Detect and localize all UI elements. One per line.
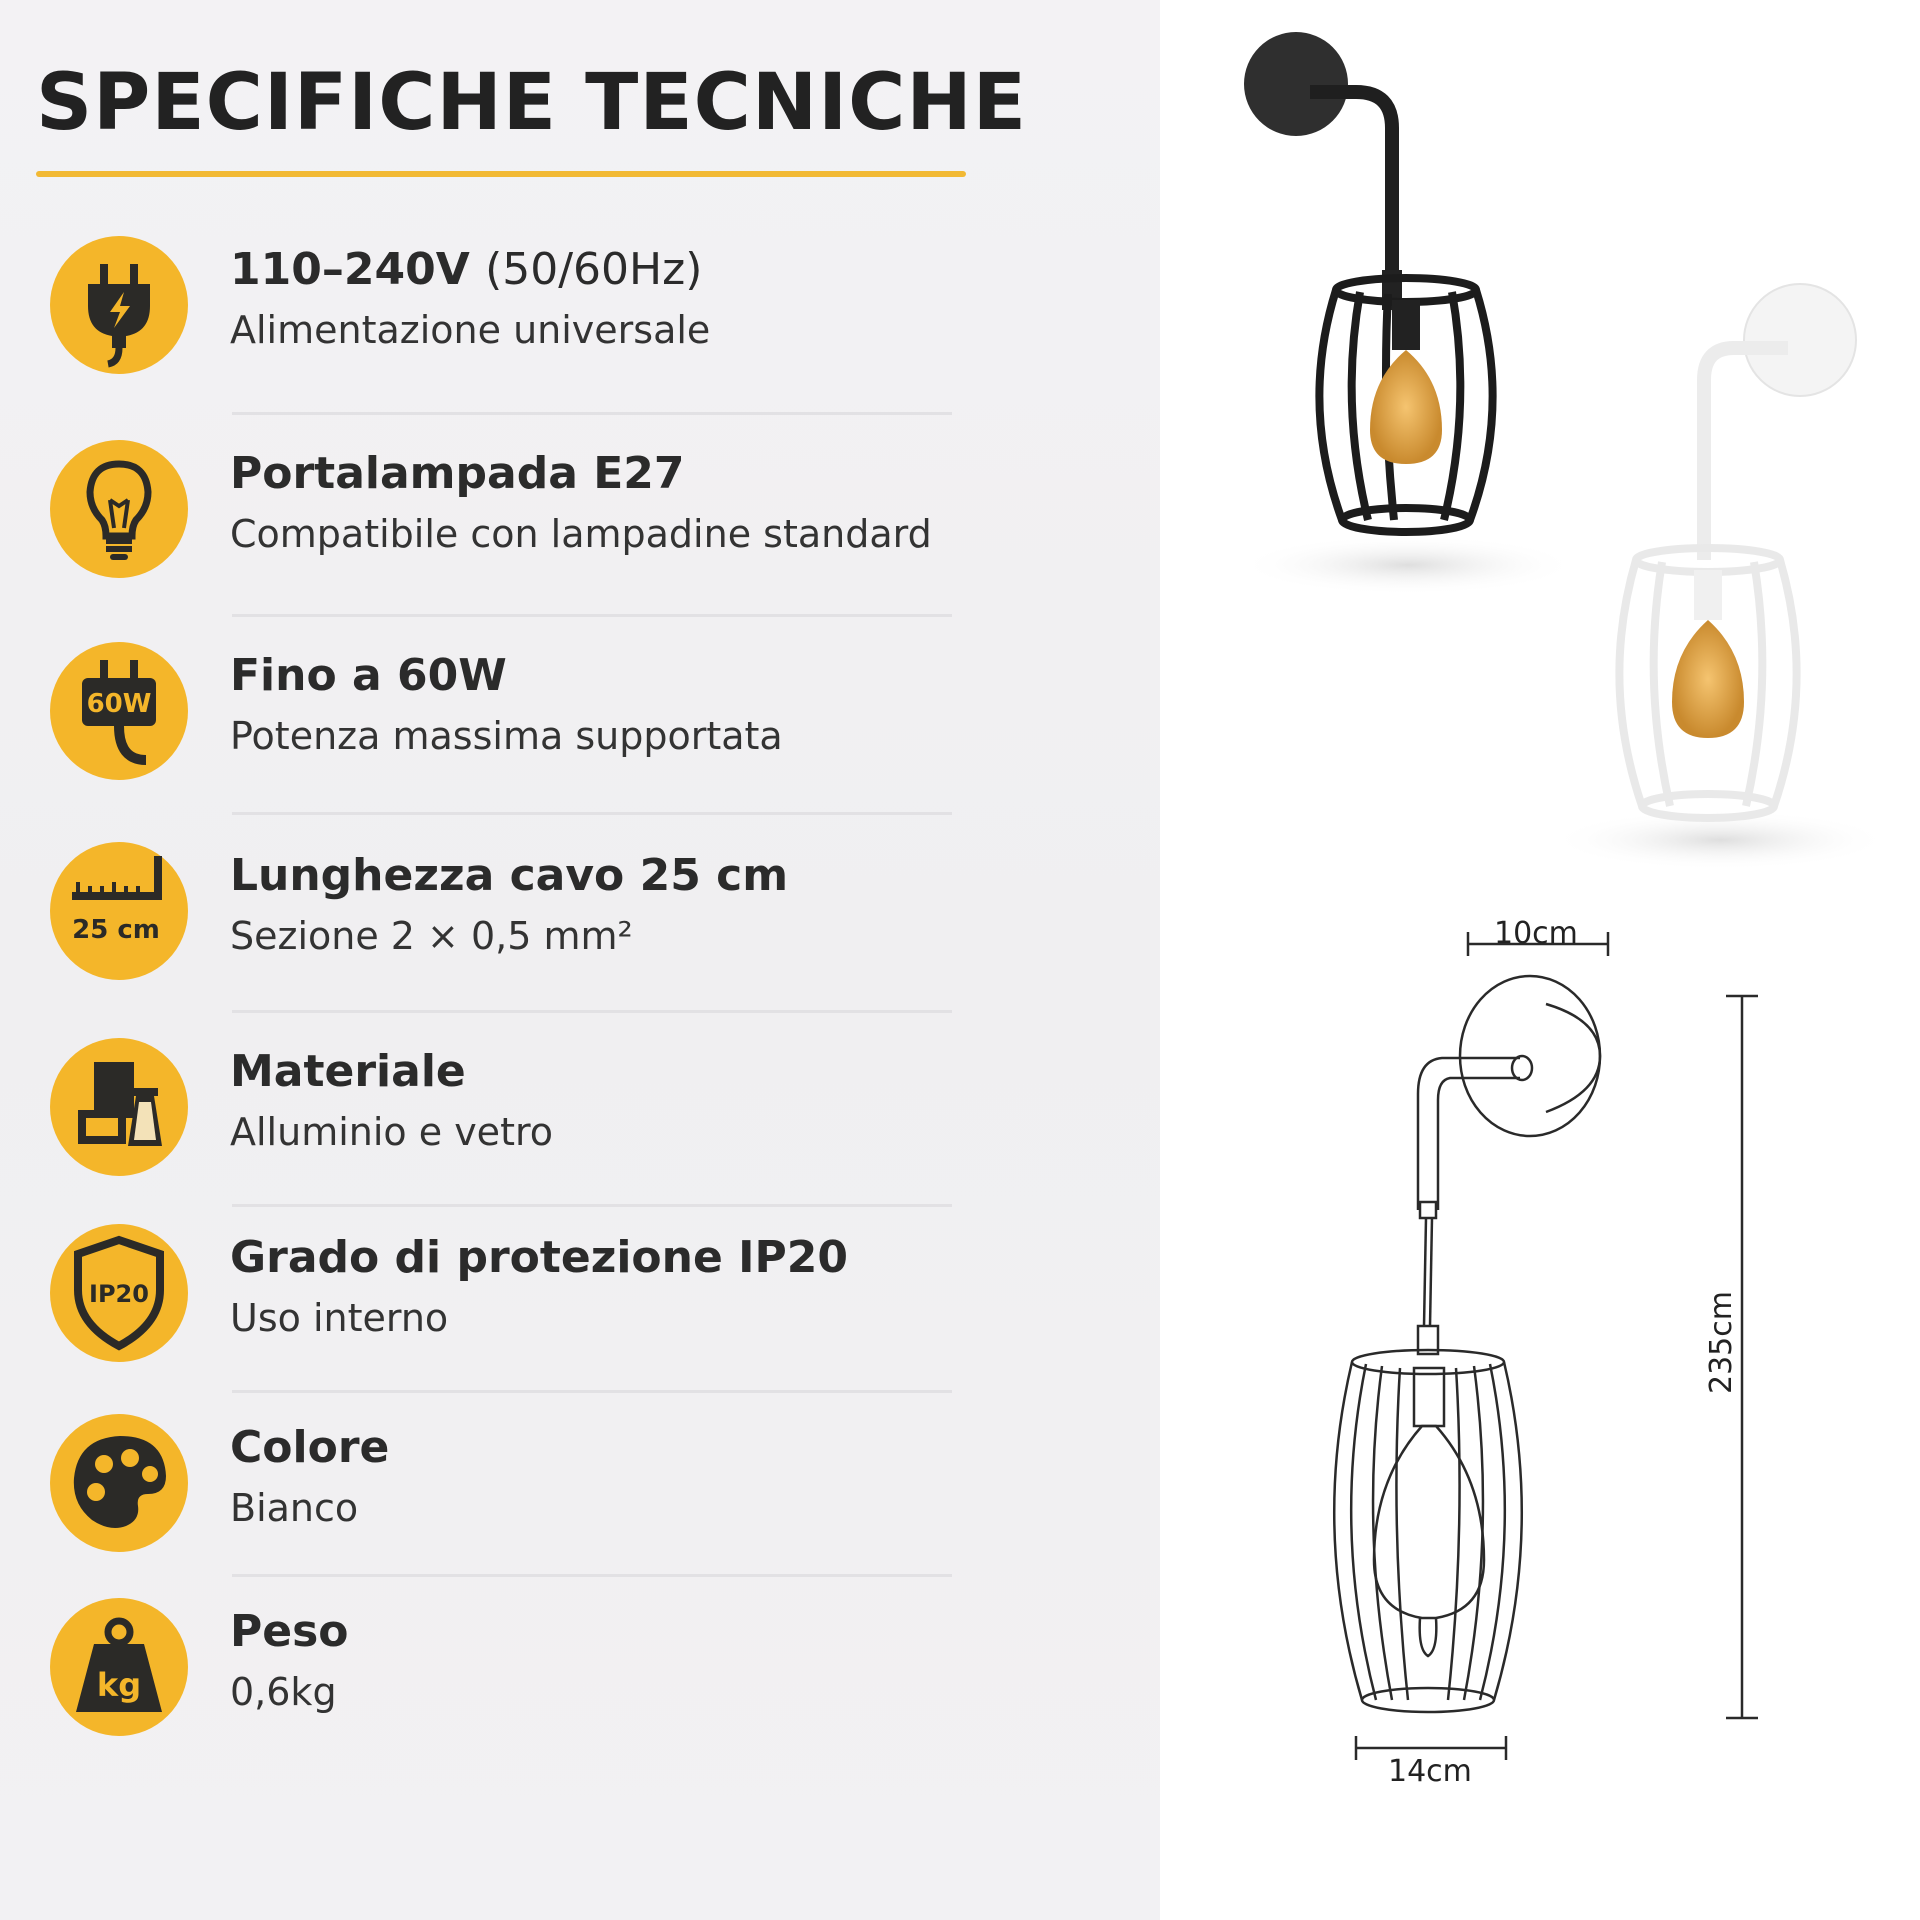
divider	[232, 1010, 952, 1013]
spec-title: Peso	[230, 1606, 349, 1657]
wattage-label: 60W	[86, 689, 152, 719]
dimension-bottom-width: 14cm	[1388, 1754, 1472, 1789]
divider	[232, 1574, 952, 1577]
dimension-height: 235cm	[1704, 1291, 1739, 1394]
product-photo	[1160, 0, 1920, 880]
spec-subtitle: Uso interno	[230, 1296, 449, 1340]
wattage-plug-icon	[50, 642, 188, 780]
divider	[232, 1204, 952, 1207]
spec-title: Fino a 60W	[230, 650, 507, 701]
spec-subtitle: Compatibile con lampadine standard	[230, 512, 932, 556]
divider	[232, 614, 952, 617]
palette-icon	[50, 1414, 188, 1552]
spec-item-cable	[0, 842, 1160, 982]
spec-subtitle: 0,6kg	[230, 1670, 337, 1714]
divider	[232, 812, 952, 815]
dimension-top-width: 10cm	[1494, 916, 1578, 951]
divider	[232, 412, 952, 415]
spec-title-extra: (50/60Hz)	[485, 244, 703, 295]
light-bulb-icon	[50, 440, 188, 578]
spec-subtitle: Alimentazione universale	[230, 308, 711, 352]
title-underline	[36, 171, 966, 177]
material-icon	[50, 1038, 188, 1176]
spec-title: Grado di protezione IP20	[230, 1232, 848, 1283]
spec-subtitle: Bianco	[230, 1486, 359, 1530]
page-title: SPECIFICHE TECNICHE	[36, 58, 1027, 148]
power-plug-icon	[50, 236, 188, 374]
ruler-label: 25 cm	[72, 915, 160, 945]
spec-item-color	[0, 1414, 1160, 1554]
weight-label: kg	[96, 1666, 142, 1704]
spec-subtitle: Potenza massima supportata	[230, 714, 783, 758]
spec-title: Lunghezza cavo 25 cm	[230, 850, 789, 901]
spec-item-weight	[0, 1598, 1160, 1738]
spec-subtitle: Alluminio e vetro	[230, 1110, 553, 1154]
spec-subtitle: Sezione 2 × 0,5 mm²	[230, 914, 633, 958]
ruler-icon	[50, 842, 188, 980]
spec-title: Materiale	[230, 1046, 466, 1097]
shield-icon	[50, 1224, 188, 1362]
spec-title: Portalampada E27	[230, 448, 685, 499]
divider	[232, 1390, 952, 1393]
spec-item-ip-rating	[0, 1224, 1160, 1364]
spec-item-lampholder	[0, 440, 1160, 580]
weight-icon	[50, 1598, 188, 1736]
spec-item-wattage	[0, 642, 1160, 782]
dimension-diagram	[1160, 880, 1920, 1920]
spec-title: Colore	[230, 1422, 390, 1473]
ip-label: IP20	[89, 1280, 149, 1308]
spec-item-material	[0, 1038, 1160, 1178]
spec-item-voltage	[0, 236, 1160, 376]
spec-title: 110–240V (50/60Hz)	[230, 244, 703, 295]
